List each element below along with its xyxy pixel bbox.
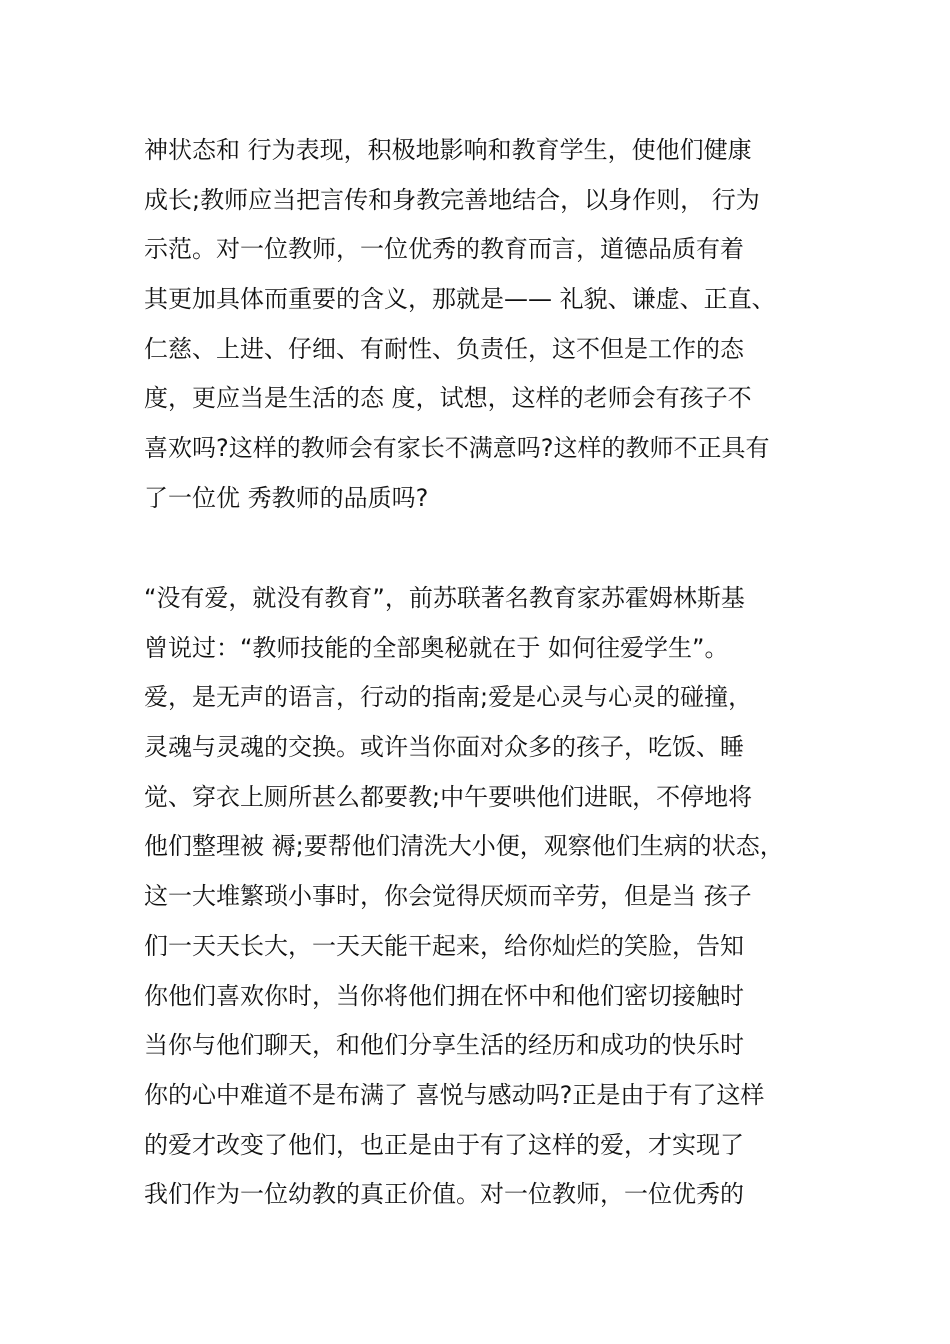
text-line: 觉、穿衣上厕所甚么都要教;中午要哄他们进眠，不停地将 xyxy=(144,782,753,811)
text-line: 灵魂与灵魂的交换。或许当你面对众多的孩子，吃饭、睡 xyxy=(144,733,744,762)
text-line: 喜欢吗?这样的教师会有家长不满意吗?这样的教师不正具有 xyxy=(144,434,770,463)
text-line: 仁慈、上进、仔细、有耐性、负责任，这不但是工作的态 xyxy=(144,334,744,363)
text-line: 了一位优 秀教师的品质吗? xyxy=(144,483,429,512)
text-line: 你的心中难道不是布满了 喜悦与感动吗?正是由于有了这样 xyxy=(144,1080,765,1109)
text-line: 成长;教师应当把言传和身教完善地结合，以身作则， 行为 xyxy=(144,185,760,214)
text-line: 你他们喜欢你时，当你将他们拥在怀中和他们密切接触时 xyxy=(144,981,744,1010)
paragraph-love-in-education xyxy=(144,574,834,1220)
text-line: 示范。对一位教师，一位优秀的教育而言，道德品质有着 xyxy=(144,235,744,264)
text-line: 这一大堆繁琐小事时，你会觉得厌烦而辛劳，但是当 孩子 xyxy=(144,882,752,911)
text-line: “没有爱，就没有教育”，前苏联著名教育家苏霍姆林斯基 xyxy=(144,584,745,612)
text-line: 的爱才改变了他们，也正是由于有了这样的爱，才实现了 xyxy=(144,1130,744,1159)
text-line: 神状态和 行为表现，积极地影响和教育学生，使他们健康 xyxy=(144,136,752,164)
text-line: 其更加具体而重要的含义，那就是—— 礼貌、谦虚、正直、 xyxy=(144,285,776,314)
text-line: 度，更应当是生活的态 度，试想，这样的老师会有孩子不 xyxy=(144,384,752,413)
text-line: 曾说过：“教师技能的全部奥秘就在于 如何往爱学生”。 xyxy=(144,633,729,662)
paragraph-teacher-morality xyxy=(144,126,834,524)
text-line: 们一天天长大，一天天能干起来，给你灿烂的笑脸，告知 xyxy=(144,931,744,960)
text-line: 他们整理被 褥;要帮他们清洗大小便，观察他们生病的状态， xyxy=(144,832,784,861)
text-line: 我们作为一位幼教的真正价值。对一位教师，一位优秀的 xyxy=(144,1180,744,1209)
text-line: 爱，是无声的语言，行动的指南;爱是心灵与心灵的碰撞， xyxy=(144,683,753,712)
text-line: 当你与他们聊天，和他们分享生活的经历和成功的快乐时 xyxy=(144,1031,744,1060)
